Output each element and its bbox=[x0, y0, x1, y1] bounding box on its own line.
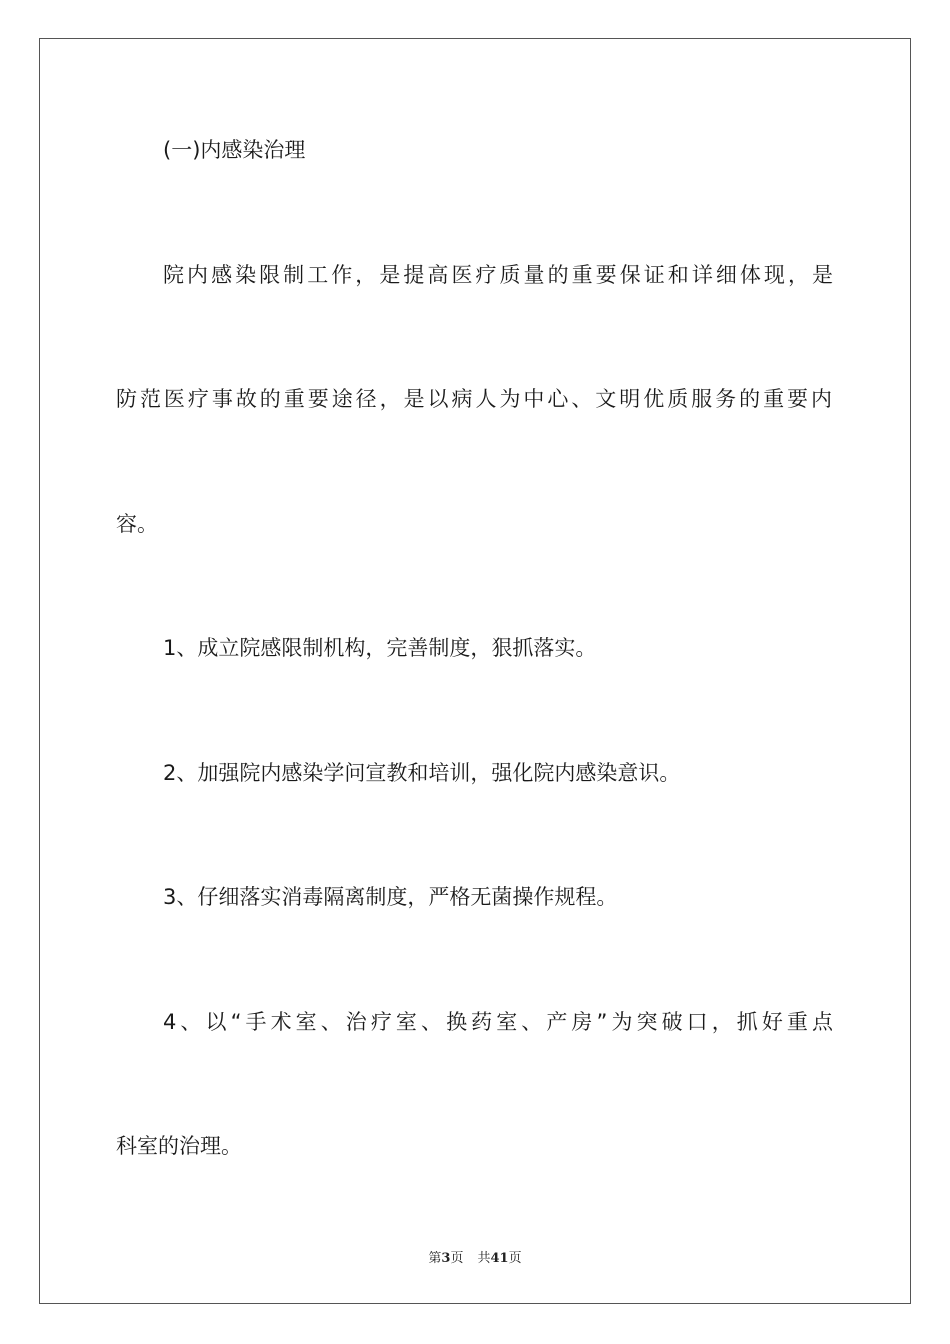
list-item-continuation: 科室的治理。 bbox=[116, 1134, 242, 1158]
total-pages: 41 bbox=[490, 1251, 509, 1266]
page-footer bbox=[0, 1247, 950, 1266]
list-item: 1、成立院感限制机构，完善制度，狠抓落实。 bbox=[163, 636, 597, 660]
paragraph-line: 院内感染限制工作，是提高医疗质量的重要保证和详细体现，是 bbox=[163, 263, 833, 287]
total-prefix: 共 bbox=[477, 1251, 491, 1266]
list-item: 2、加强院内感染学问宣教和培训，强化院内感染意识。 bbox=[163, 761, 681, 785]
section-heading: (一)内感染治理 bbox=[163, 138, 306, 162]
page-suffix: 页 bbox=[450, 1251, 464, 1266]
page-border bbox=[39, 38, 911, 1304]
list-item: 3、仔细落实消毒隔离制度，严格无菌操作规程。 bbox=[163, 885, 618, 909]
page-prefix: 第 bbox=[428, 1251, 442, 1266]
total-suffix: 页 bbox=[508, 1251, 522, 1266]
list-item: 4、以“手术室、治疗室、换药室、产房”为突破口，抓好重点 bbox=[163, 1010, 833, 1034]
paragraph-line: 容。 bbox=[116, 512, 158, 536]
page-number: 3 bbox=[441, 1251, 451, 1266]
paragraph-line: 防范医疗事故的重要途径，是以病人为中心、文明优质服务的重要内 bbox=[116, 387, 832, 411]
